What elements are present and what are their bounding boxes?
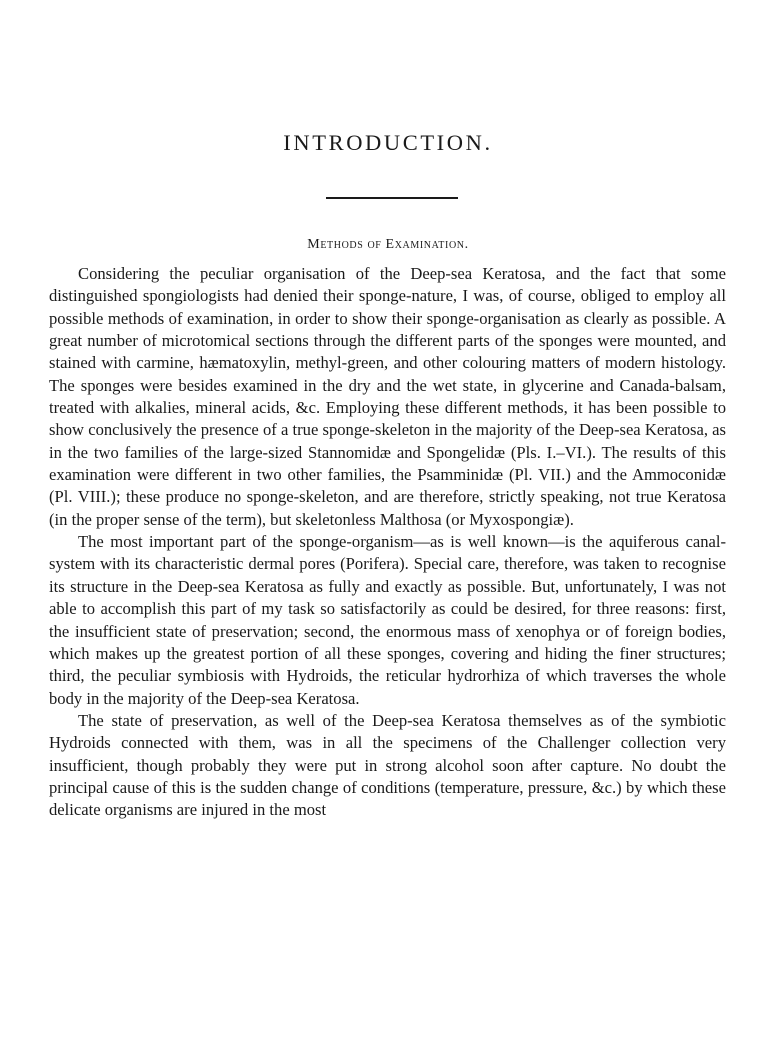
section-heading: Methods of Examination. [307,237,469,252]
paragraph-2: The most important part of the sponge-organism—as is well known—is the aquiferous canal-system with its characteristic dermal pores (Porifera). Special care, therefore, was taken to recognise its structure in the Deep-sea Keratosa as fully and exactly as possible. But, unfortunately, I was not able to accomplish this part of my task so satisfactorily as could be desired, for three reasons: first, the insufficient state of preservation; second, the enormous mass of xenophya or of foreign bodies, which makes up the greatest portion of all these sponges, covering and hiding the finer structures; third, the peculiar symbiosis with Hydroids, the reticular hydrorhiza of which traverses the whole body in the majority of the Deep-sea Keratosa. [49,532,726,708]
paragraph-3: The state of preservation, as well of the Deep-sea Keratosa themselves as of the symbiotic Hydroids connected with them, was in all the specimens of the Challenger collection very insufficient, though probably they were put in strong alcohol soon after capture. No doubt the principal cause of this is the sudden change of conditions (temperature, pressure, &c.) by which these delicate organisms are injured in the most [49,710,726,820]
title-divider [326,197,458,199]
body-text [49,263,726,822]
paragraph-1: Considering the peculiar organisation of the Deep-sea Keratosa, and the fact that some distinguished spongiologists had denied their sponge-nature, I was, of course, obliged to employ all possible methods of examination, in order to show their sponge-organisation as clearly as possible. A great number of microtomical sections through the different parts of the sponges were mounted, and stained with carmine, hæmatoxylin, methyl-green, and other colouring matters of modern histology. The sponges were besides examined in the dry and the wet state, in glycerine and Canada-balsam, treated with alkalies, mineral acids, &c. Employing these different methods, it has been possible to show conclusively the presence of a true sponge-skeleton in the majority of the Deep-sea Keratosa, as in the two families of the large-sized Stannomidæ and Spongelidæ (Pls. I.–VI.). The results of this examination were different in two other families, the Psamminidæ (Pl. VII.) and the Ammoconidæ (Pl. VIII.); these produce no sponge-skeleton, and are therefore, strictly speaking, not true Keratosa (in the proper sense of the term), but skeletonless Malthosa (or Myxospongiæ). [49,264,726,529]
page-title: INTRODUCTION. [283,130,493,155]
